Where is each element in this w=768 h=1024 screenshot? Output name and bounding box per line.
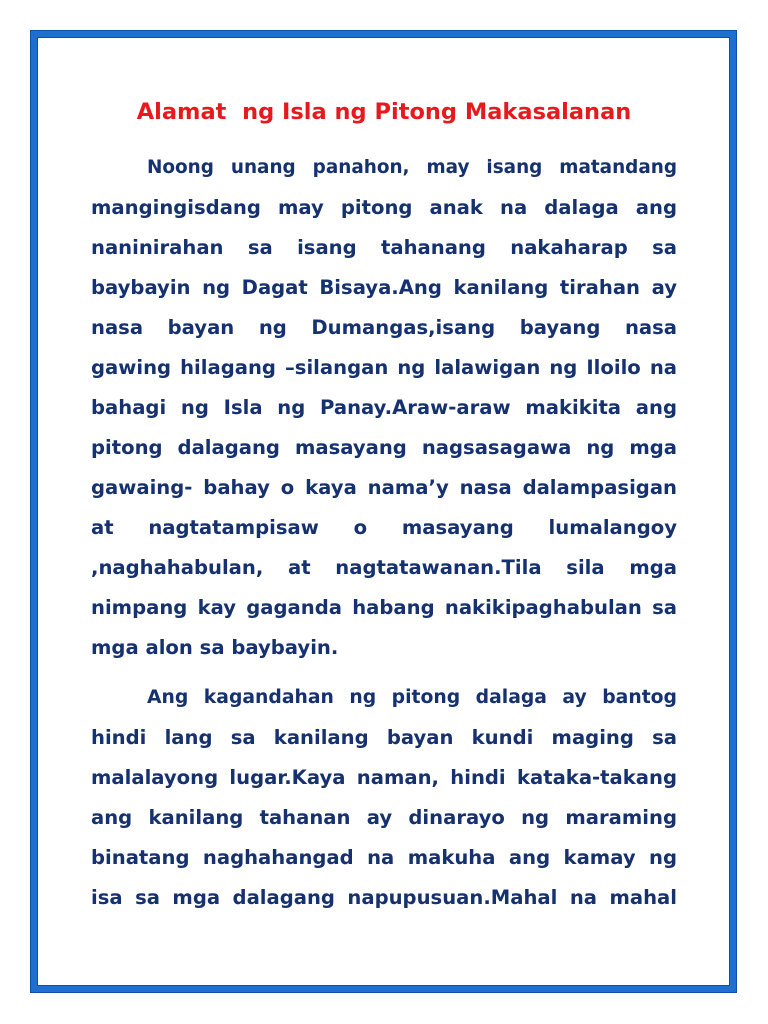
paragraph-line: pitong dalagang masayang nagsasagawa ng mga [91,436,677,459]
paragraph-line: naninirahan sa isang tahanang nakaharap sa [91,236,677,259]
paragraph-1 [91,148,677,668]
paragraph-line: Noong unang panahon, may isang matandang [147,157,677,178]
paragraph-line: nasa bayan ng Dumangas,isang bayang nasa [91,316,677,339]
paragraph-line: ,naghahabulan, at nagtatawanan.Tila sila mga [91,556,677,579]
page-title: Alamat ng Isla ng Pitong Makasalanan [136,99,632,125]
paragraph-line: binatang naghahangad na makuha ang kamay ng [91,846,677,869]
paragraph-line: gawaing- bahay o kaya nama’y nasa dalampasigan [91,476,677,499]
paragraph-line: mga alon sa baybayin. [91,636,339,659]
paragraph-line: gawing hilagang –silangan ng lalawigan ng Iloilo na [91,356,677,379]
paragraph-line: Ang kagandahan ng pitong dalaga ay bantog [147,687,677,708]
paragraph-line: at nagtatampisaw o masayang lumalangoy [91,516,677,539]
paragraph-2 [91,678,677,918]
paragraph-line: isa sa mga dalagang napupusuan.Mahal na mahal [91,886,677,909]
paragraph-line: bahagi ng Isla ng Panay.Araw-araw makikita ang [91,396,677,419]
paragraph-line: mangingisdang may pitong anak na dalaga ang [91,196,677,219]
paragraph-line: baybayin ng Dagat Bisaya.Ang kanilang tirahan ay [91,276,677,299]
paragraph-line: ang kanilang tahanan ay dinarayo ng maraming [91,806,677,829]
paragraph-line: hindi lang sa kanilang bayan kundi maging sa [91,726,677,749]
paragraph-line: malalayong lugar.Kaya naman, hindi kataka-takang [91,766,677,789]
paragraph-line: nimpang kay gaganda habang nakikipaghabulan sa [91,596,677,619]
